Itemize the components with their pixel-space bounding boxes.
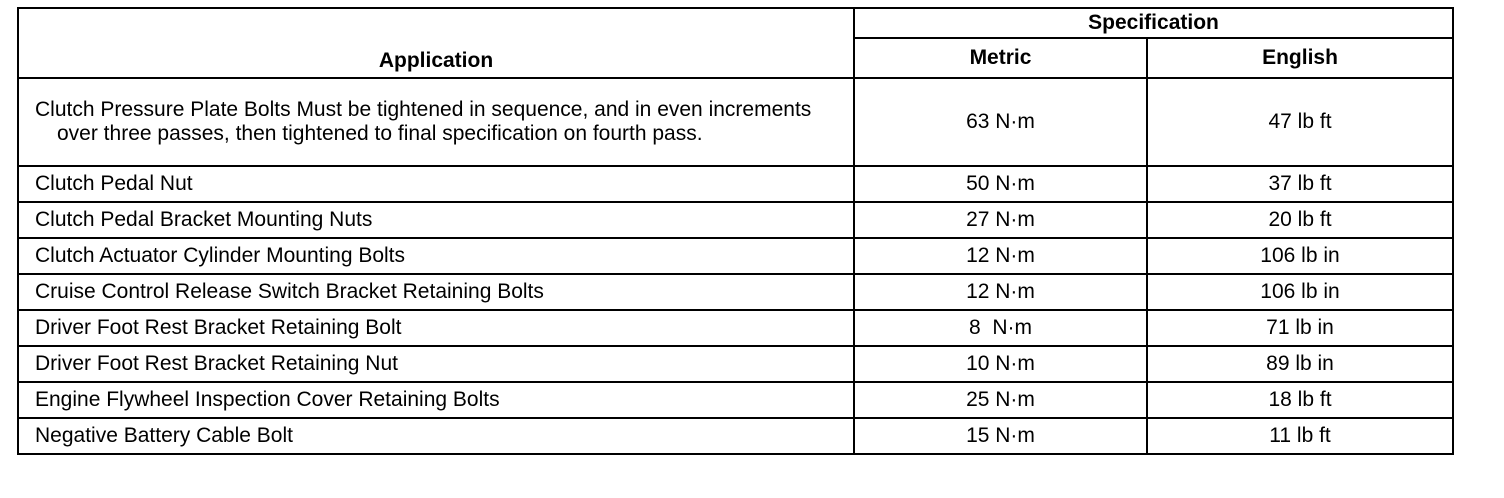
table-row <box>18 310 1453 346</box>
application-cell: Engine Flywheel Inspection Cover Retaining Bolts <box>18 382 854 418</box>
application-cell: Driver Foot Rest Bracket Retaining Nut <box>18 346 854 382</box>
application-cell: Clutch Actuator Cylinder Mounting Bolts <box>18 238 854 274</box>
table-row <box>18 238 1453 274</box>
metric-cell: 15 N·m <box>854 418 1147 454</box>
metric-cell: 50 N·m <box>854 166 1147 202</box>
table-row <box>18 382 1453 418</box>
english-cell: 11 lb ft <box>1147 418 1453 454</box>
english-cell: 71 lb in <box>1147 310 1453 346</box>
table-row <box>18 78 1453 166</box>
english-cell: 106 lb in <box>1147 274 1453 310</box>
metric-cell: 63 N·m <box>854 78 1147 166</box>
metric-cell: 12 N·m <box>854 274 1147 310</box>
application-header: Application <box>18 8 854 78</box>
application-cell: Clutch Pedal Nut <box>18 166 854 202</box>
english-cell: 20 lb ft <box>1147 202 1453 238</box>
table-row <box>18 418 1453 454</box>
metric-cell: 8 N·m <box>854 310 1147 346</box>
english-header: English <box>1147 38 1453 78</box>
english-cell: 37 lb ft <box>1147 166 1453 202</box>
metric-cell: 27 N·m <box>854 202 1147 238</box>
application-cell: Driver Foot Rest Bracket Retaining Bolt <box>18 310 854 346</box>
table-row <box>18 274 1453 310</box>
specification-table <box>17 7 1454 455</box>
english-cell: 18 lb ft <box>1147 382 1453 418</box>
application-cell: Cruise Control Release Switch Bracket Retaining Bolts <box>18 274 854 310</box>
application-cell: Clutch Pedal Bracket Mounting Nuts <box>18 202 854 238</box>
metric-cell: 12 N·m <box>854 238 1147 274</box>
english-cell: 89 lb in <box>1147 346 1453 382</box>
metric-cell: 10 N·m <box>854 346 1147 382</box>
application-cell <box>18 78 854 166</box>
application-text: Clutch Pressure Plate Bolts Must be tightened in sequence, and in even increments over three passes, then tightened to final specification on fourth pass. <box>35 98 812 145</box>
metric-cell: 25 N·m <box>854 382 1147 418</box>
english-cell: 47 lb ft <box>1147 78 1453 166</box>
english-cell: 106 lb in <box>1147 238 1453 274</box>
application-cell: Negative Battery Cable Bolt <box>18 418 854 454</box>
table-row <box>18 202 1453 238</box>
table-row <box>18 346 1453 382</box>
specification-header: Specification <box>854 8 1453 38</box>
metric-header: Metric <box>854 38 1147 78</box>
table-row <box>18 166 1453 202</box>
